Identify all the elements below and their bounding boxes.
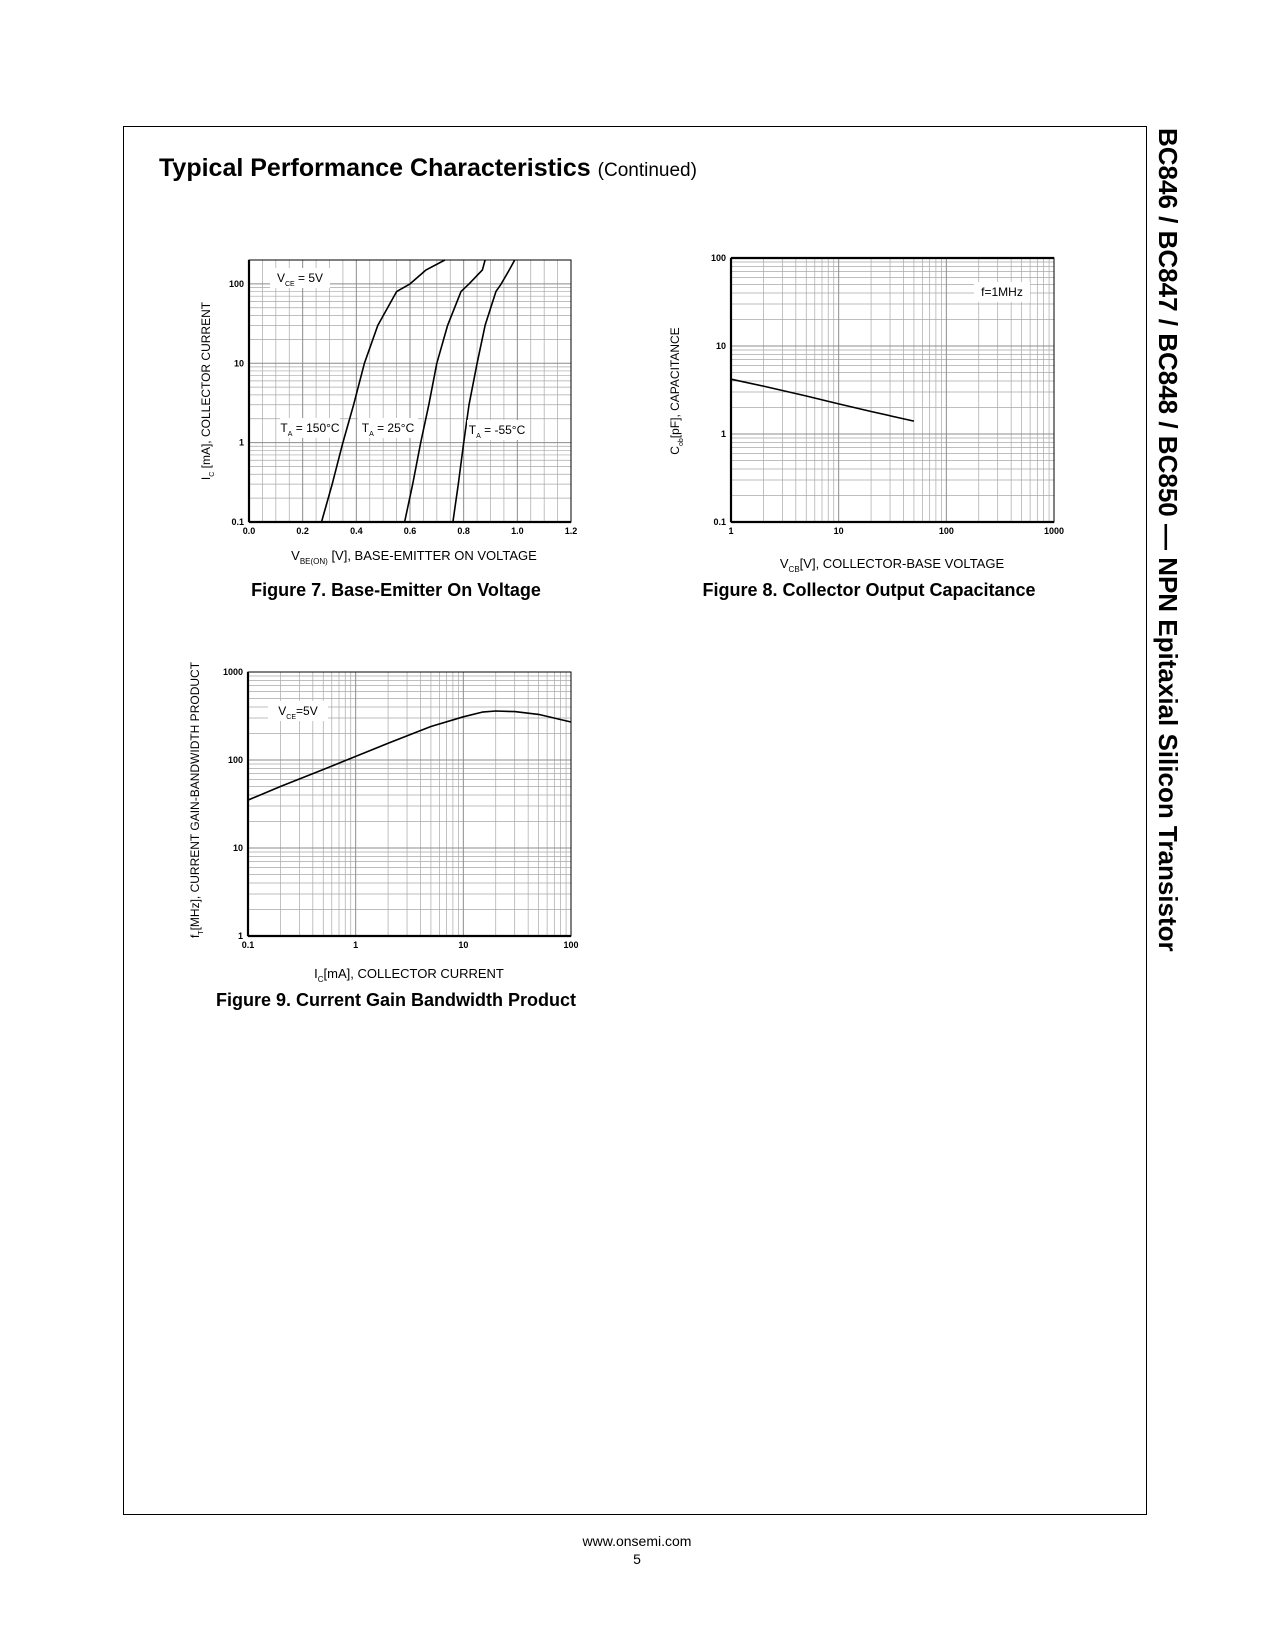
fig7-chart (199, 260, 577, 566)
page-number: 5 (633, 1551, 641, 1567)
side-title: BC846 / BC847 / BC848 / BC850 — NPN Epitaxial Silicon Transistor (1153, 128, 1183, 952)
fig9-chart (188, 661, 579, 984)
fig8-xtick-label: 1 (728, 526, 734, 536)
fig8-caption: Figure 8. Collector Output Capacitance (702, 580, 1036, 600)
fig7-xtick-label: 0.6 (403, 526, 417, 536)
fig7-ylabel: $I_C$ [mA], COLLECTOR CURRENT (199, 301, 216, 481)
fig7-annotation-text: $V_{CE} = 5V$ (276, 271, 324, 288)
fig8-xtick-label: 100 (938, 526, 954, 536)
fig8-xlabel: $V_{CB}[V]$, COLLECTOR-BASE VOLTAGE (779, 556, 1005, 574)
fig8-ytick-label: 1 (720, 429, 726, 439)
fig7-xlabel: $V_{BE(ON)}$ [V], BASE-EMITTER ON VOLTAGE (291, 548, 537, 566)
fig7-series-line (405, 260, 486, 522)
fig8-series-line (731, 379, 914, 421)
fig7-xtick-label: 0.8 (457, 526, 470, 536)
fig7-xtick-label: 1.2 (564, 526, 578, 536)
fig7-xtick-label: 1.0 (511, 526, 524, 536)
fig7-ytick-label: 1 (238, 437, 244, 448)
fig8-ylabel: $C_{ob}[pF]$, CAPACITANCE (668, 327, 685, 455)
fig7-xtick-label: 0.4 (350, 526, 363, 536)
fig9-ytick-label: 100 (227, 755, 243, 765)
fig8-ytick-label: 10 (715, 341, 726, 351)
fig9-ytick-label: 10 (232, 843, 243, 853)
fig7-series-label: $T_A = 25^\circ C$ (361, 421, 415, 438)
fig7-ytick-label: 100 (228, 278, 244, 289)
fig9-ylabel: $f_T[MHz]$, CURRENT GAIN-BANDWIDTH PRODUCT (188, 661, 205, 939)
fig8-ytick-label: 0.1 (713, 517, 726, 527)
fig7-series-label: $T_A = 150^\circ C$ (280, 421, 340, 438)
fig9-xlabel: $I_C[mA]$, COLLECTOR CURRENT (314, 966, 504, 984)
page-title-suffix: (Continued) (597, 160, 697, 181)
fig8-chart (668, 253, 1064, 574)
fig7-xtick-label: 0.0 (242, 526, 256, 536)
fig8-xtick-label: 10 (833, 526, 844, 536)
fig9-ytick-label: 1 (237, 931, 243, 941)
fig7-series-line (453, 260, 515, 522)
fig9-xtick-label: 0.1 (241, 940, 255, 950)
fig7-annotation (270, 268, 330, 288)
fig7-ytick-label: 10 (233, 358, 244, 369)
fig9-xtick-label: 100 (563, 940, 579, 950)
fig9-ytick-label: 1000 (222, 667, 243, 677)
fig8-xtick-label: 1000 (1043, 526, 1065, 536)
fig7-xtick-label: 0.2 (296, 526, 309, 536)
fig8-ytick-label: 100 (710, 253, 726, 263)
fig9-annotation-text: $V_{CE}=5V$ (278, 704, 318, 721)
fig9-xtick-label: 10 (458, 940, 469, 950)
fig9-annotation (268, 701, 328, 721)
page-title: Typical Performance Characteristics (Continued) (159, 154, 697, 182)
fig7-series-label: $T_A = -55^\circ C$ (468, 423, 526, 440)
fig8-annotation-text: f=1MHz (981, 285, 1023, 299)
footer-url[interactable]: www.onsemi.com (582, 1533, 692, 1549)
fig7-ytick-label: 0.1 (231, 517, 244, 527)
fig7-grid-major (249, 260, 571, 522)
fig7-caption: Figure 7. Base-Emitter On Voltage (251, 580, 541, 600)
fig9-xtick-label: 1 (353, 940, 359, 950)
fig8-annotation (974, 282, 1030, 302)
fig9-caption: Figure 9. Current Gain Bandwidth Product (215, 990, 577, 1010)
